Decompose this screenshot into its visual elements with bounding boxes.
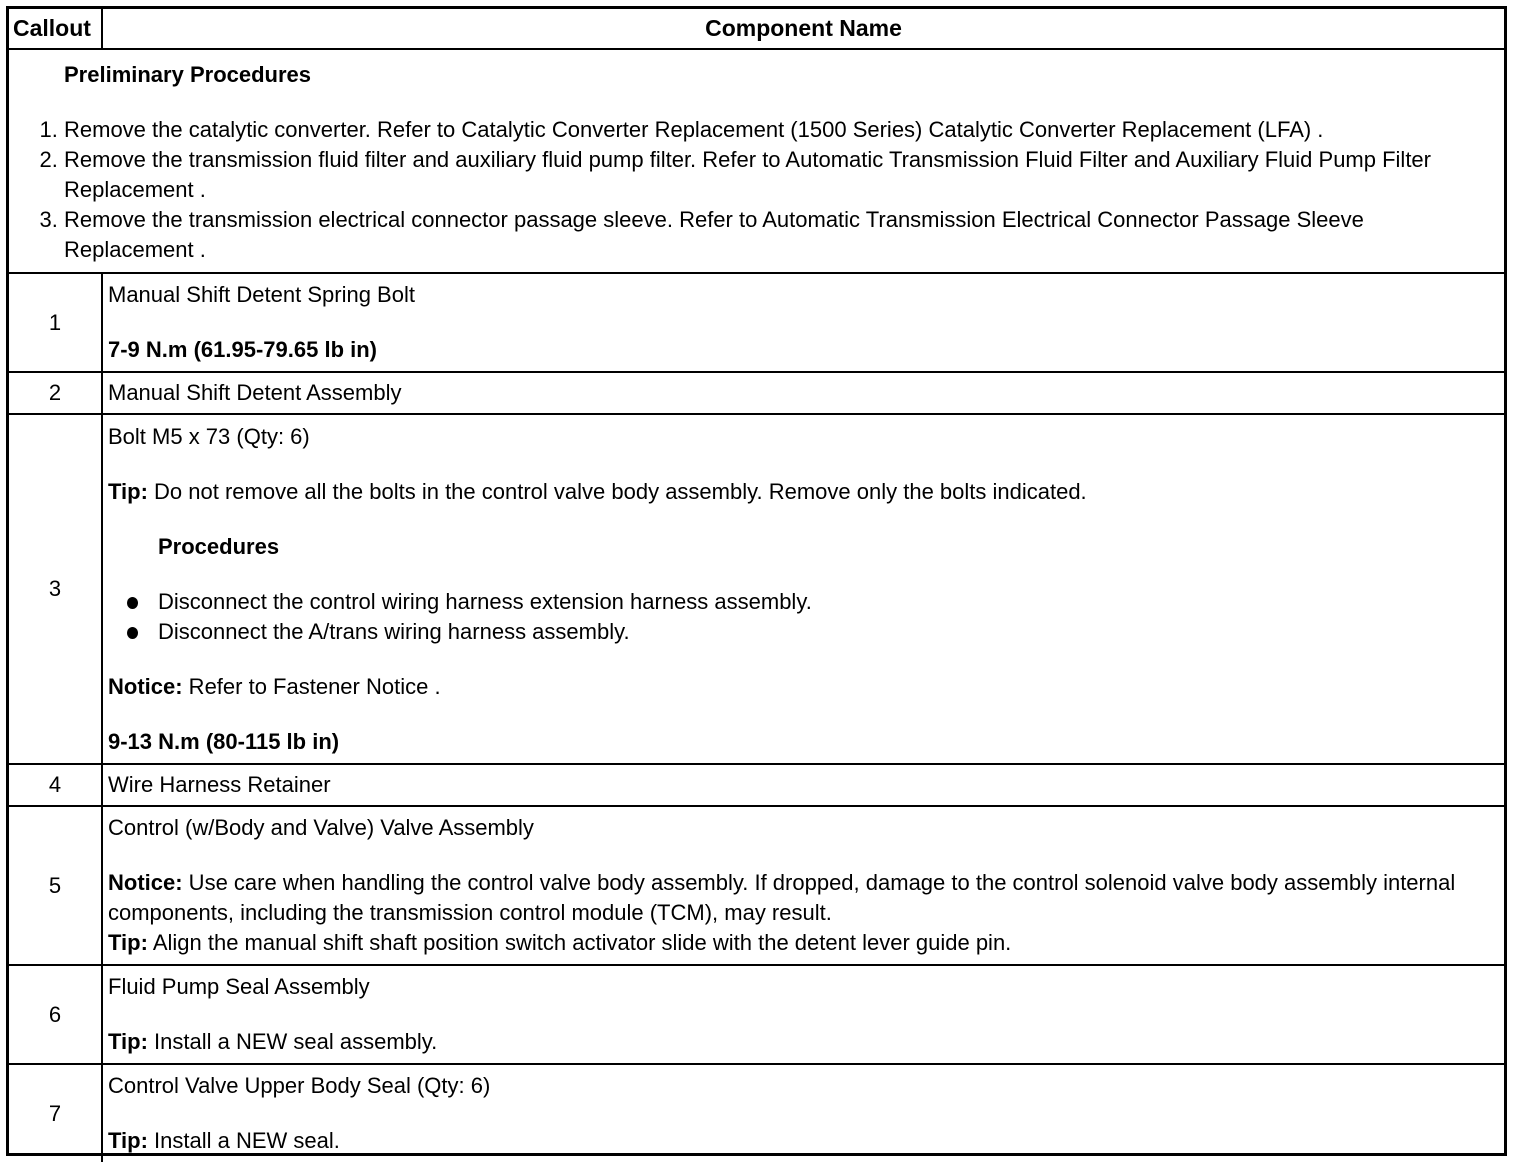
- component-name: Fluid Pump Seal Assembly: [108, 974, 370, 999]
- notice-body: Use care when handling the control valve body assembly. If dropped, damage to the control solenoid valve body assembly internal components, including the transmission control module (TCM), may result.: [108, 870, 1456, 925]
- notice-text: [108, 868, 1498, 928]
- preliminary-step: 1. Remove the catalytic converter. Refer to Catalytic Converter Replacement (1500 Series) Catalytic Converter Replacement (LFA) .: [64, 115, 1496, 145]
- table-row: [9, 414, 1504, 764]
- preliminary-step: 3. Remove the transmission electrical connector passage sleeve. Refer to Automatic Transmission Electrical Connector Passage Sleeve Replacement .: [64, 205, 1496, 265]
- component-cell: [102, 273, 1504, 372]
- procedure-item: [123, 617, 1498, 647]
- tip-body: Do not remove all the bolts in the control valve body assembly. Remove only the bolts indicated.: [147, 478, 1087, 504]
- torque-spec: 7-9 N.m (61.95-79.65 lb in): [108, 337, 377, 362]
- component-cell: [102, 1064, 1504, 1162]
- table-row: [9, 1064, 1504, 1162]
- preliminary-row: [9, 49, 1504, 273]
- preliminary-cell: [9, 49, 1504, 273]
- preliminary-title: Preliminary Procedures: [64, 61, 312, 87]
- component-name: Wire Harness Retainer: [108, 772, 331, 797]
- callout-number: 3: [9, 414, 102, 764]
- procedure-item: [123, 587, 1498, 617]
- notice-text: [108, 672, 1498, 702]
- tip-body: Install a NEW seal.: [147, 1128, 340, 1153]
- callout-number: 4: [9, 764, 102, 806]
- tip-text: [108, 928, 1498, 958]
- component-table: [6, 6, 1507, 1156]
- header-callout: Callout: [9, 9, 102, 49]
- component-name: Manual Shift Detent Spring Bolt: [108, 282, 415, 307]
- callout-number: 1: [9, 273, 102, 372]
- tip-label: Tip:: [108, 478, 148, 504]
- table-row: [9, 372, 1504, 414]
- procedures-title: Procedures: [158, 533, 280, 559]
- component-name: Bolt M5 x 73 (Qty: 6): [108, 423, 310, 449]
- component-name: Control Valve Upper Body Seal (Qty: 6): [108, 1073, 491, 1098]
- tip-body: Install a NEW seal assembly.: [147, 1029, 438, 1054]
- tip-text: [108, 477, 1498, 507]
- procedures-list: [108, 587, 1498, 647]
- component-cell: [102, 806, 1504, 965]
- notice-label: Notice:: [108, 870, 183, 895]
- torque-spec: 9-13 N.m (80-115 lb in): [108, 728, 340, 754]
- notice-body: Refer to Fastener Notice .: [182, 673, 441, 699]
- preliminary-step: 2. Remove the transmission fluid filter and auxiliary fluid pump filter. Refer to Automatic Transmission Fluid Filter and Auxiliary Fluid Pump Filter Replacement .: [64, 145, 1496, 205]
- procedure-text: Disconnect the control wiring harness extension harness assembly.: [158, 588, 812, 614]
- component-cell: [102, 965, 1504, 1064]
- component-cell: [102, 372, 1504, 414]
- component-name: Control (w/Body and Valve) Valve Assembly: [108, 815, 534, 840]
- callout-number: 5: [9, 806, 102, 965]
- table-header-row: [9, 9, 1504, 49]
- callout-number: 6: [9, 965, 102, 1064]
- callout-number: 2: [9, 372, 102, 414]
- component-table-grid: [9, 9, 1504, 1162]
- bullet-icon: [127, 597, 138, 609]
- table-row: [9, 764, 1504, 806]
- tip-label: Tip:: [108, 1128, 148, 1153]
- callout-number: 7: [9, 1064, 102, 1162]
- tip-label: Tip:: [108, 1029, 148, 1054]
- component-name: Manual Shift Detent Assembly: [108, 380, 402, 405]
- preliminary-steps: [9, 115, 1496, 265]
- tip-body: Align the manual shift shaft position switch activator slide with the detent lever guide pin.: [147, 930, 1012, 955]
- table-row: [9, 806, 1504, 965]
- table-row: [9, 273, 1504, 372]
- tip-text: [108, 1027, 1498, 1057]
- bullet-icon: [127, 627, 138, 639]
- procedure-text: Disconnect the A/trans wiring harness assembly.: [158, 618, 630, 644]
- header-component-name: Component Name: [102, 9, 1504, 49]
- component-cell: [102, 414, 1504, 764]
- notice-label: Notice:: [108, 673, 183, 699]
- tip-text: [108, 1126, 1498, 1156]
- table-row: [9, 965, 1504, 1064]
- tip-label: Tip:: [108, 930, 148, 955]
- component-cell: [102, 764, 1504, 806]
